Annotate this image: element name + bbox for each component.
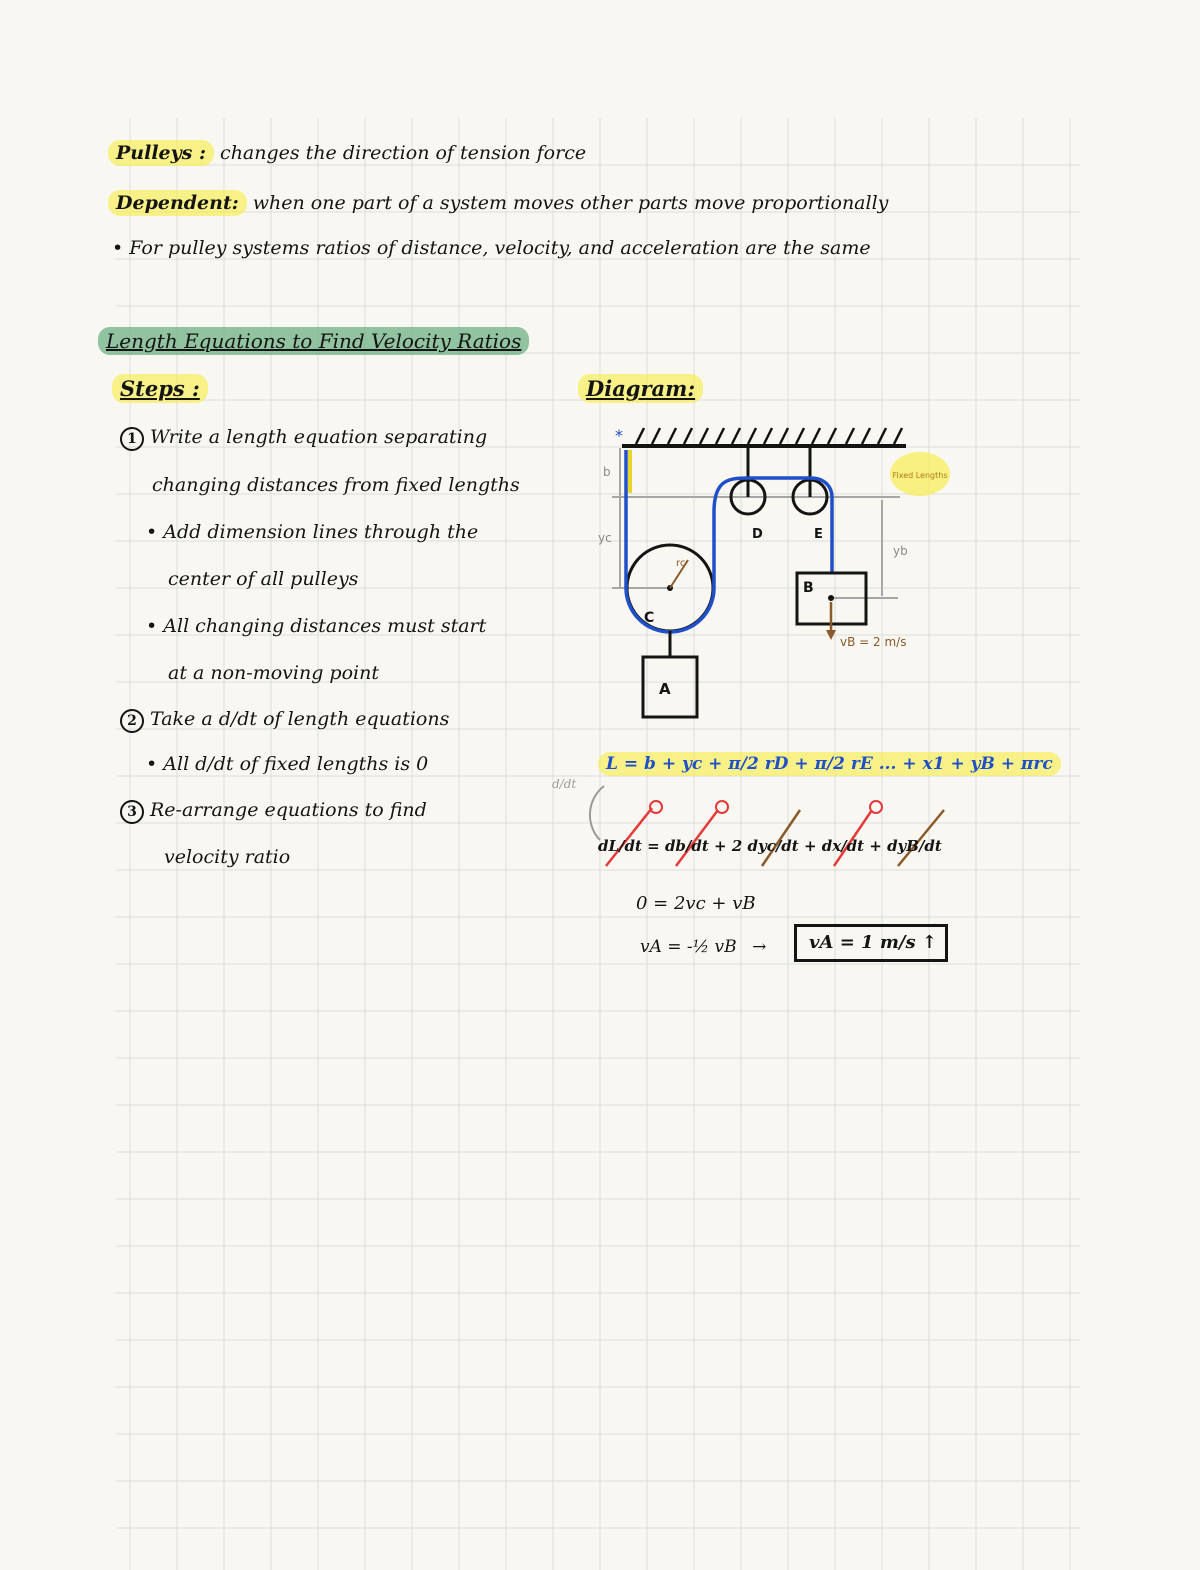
ddt-curve-arrow bbox=[590, 786, 604, 840]
bullet-dot: • bbox=[146, 521, 158, 543]
step-2-sub-text: All d/dt of fixed lengths is 0 bbox=[163, 753, 429, 775]
length-equation: L = b + yc + π/2 rD + π/2 rE ... + x1 + yB + πrc bbox=[598, 752, 1061, 776]
label-b: b bbox=[603, 465, 611, 479]
step-1-sub-1-text: Add dimension lines through the bbox=[163, 521, 479, 543]
dependent-term: Dependent: bbox=[108, 190, 247, 216]
va-equation-wrap bbox=[640, 935, 766, 959]
ddt-label: d/dt bbox=[552, 777, 577, 791]
steps-heading: Steps : bbox=[112, 374, 208, 403]
pulleys-definition: changes the direction of tension force bbox=[220, 142, 587, 164]
section-heading: Length Equations to Find Velocity Ratios bbox=[98, 327, 529, 355]
bullet-dot: • bbox=[146, 615, 158, 637]
dependent-definition: when one part of a system moves other parts move proportionally bbox=[252, 192, 889, 214]
label-rc: rc bbox=[676, 558, 686, 569]
pulley-d-label: D bbox=[752, 527, 763, 542]
step-1-line-2: changing distances from fixed lengths bbox=[152, 474, 520, 496]
diagram-heading: Diagram: bbox=[578, 374, 703, 403]
ceiling-hatching bbox=[636, 428, 902, 444]
step-3-line-2: velocity ratio bbox=[164, 846, 291, 868]
va-equation: vA = -½ vB bbox=[640, 937, 737, 957]
implies-arrow: → bbox=[752, 937, 767, 957]
zero-mark bbox=[650, 801, 662, 813]
label-yb: yb bbox=[893, 544, 908, 558]
zero-mark bbox=[870, 801, 882, 813]
pulley-e-label: E bbox=[814, 527, 823, 542]
step-1-sub-2-line-2: at a non-moving point bbox=[168, 662, 379, 684]
block-b-center bbox=[828, 595, 834, 601]
bullet-ratios-text: For pulley systems ratios of distance, velocity, and acceleration are the same bbox=[129, 237, 871, 259]
step-1-sub-2-text: All changing distances must start bbox=[163, 615, 487, 637]
step-3-number: 3 bbox=[120, 800, 144, 824]
step-3-text: Re-arrange equations to find bbox=[150, 799, 427, 821]
pulleys-term: Pulleys : bbox=[108, 140, 214, 166]
bullet-dot: • bbox=[146, 753, 158, 775]
step-1-text-1: Write a length equation separating bbox=[150, 426, 488, 448]
vb-label: vB = 2 m/s bbox=[840, 635, 907, 649]
step-2-number: 2 bbox=[120, 709, 144, 733]
block-a-label: A bbox=[659, 680, 671, 698]
datum-star: * bbox=[615, 426, 623, 445]
length-equation-wrap bbox=[598, 752, 1061, 776]
rope bbox=[626, 450, 832, 632]
answer-box: vA = 1 m/s ↑ bbox=[794, 924, 948, 962]
label-yc: yc bbox=[598, 531, 612, 545]
step-1-number: 1 bbox=[120, 427, 144, 451]
step-2-text: Take a d/dt of length equations bbox=[150, 708, 450, 730]
result-equation: 0 = 2vc + vB bbox=[636, 893, 756, 914]
bullet-dot: • bbox=[112, 237, 124, 259]
block-b-label: B bbox=[803, 580, 814, 596]
derivative-equation: dL/dt = db/dt + 2 dyc/dt + dx/dt + dyB/dt bbox=[598, 837, 942, 855]
fixed-lengths-label: Fixed Lengths bbox=[892, 471, 948, 480]
zero-mark bbox=[716, 801, 728, 813]
vb-arrow-head bbox=[826, 630, 836, 640]
pulley-c-label: C bbox=[644, 610, 655, 626]
answer-box-wrap bbox=[794, 924, 948, 962]
step-1-sub-1-line-2: center of all pulleys bbox=[168, 568, 359, 590]
